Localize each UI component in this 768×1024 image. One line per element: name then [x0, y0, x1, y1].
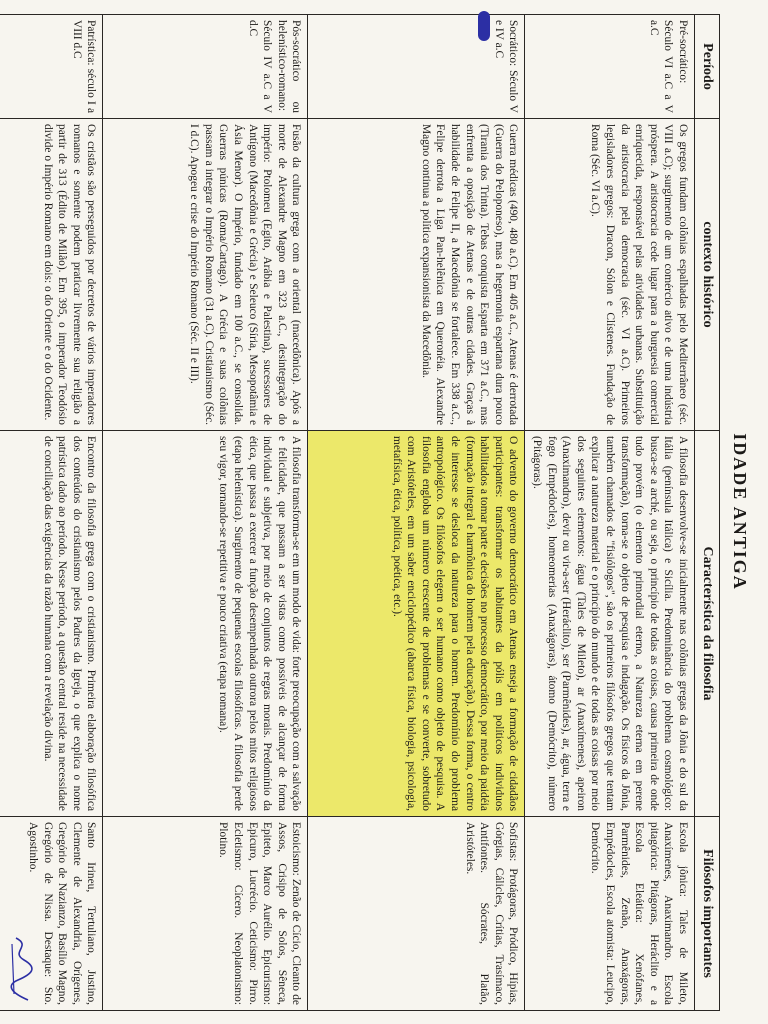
ink-mark [478, 11, 490, 41]
philosophy-cell: Encontro da filosofia grega com o cristianismo. Primeira elaboração filosófica dos conteúdos do cristianismo pelos Padres da Igreja, o que explica o nome patrística dado ao período. Nesse período, a questão central reside na necessidade de conciliação das exigências da razão humana com a revelação divina. [0, 431, 103, 817]
period-cell [308, 15, 525, 119]
header-period: Período [695, 15, 720, 119]
page-title: IDADE ANTIGA [730, 433, 750, 591]
philosophy-periods-table [0, 14, 720, 1011]
philosophy-cell: O advento do governo democrático em Atenas enseja a formação de cidadãos participantes: transformar os habitantes da pólis em políticos individuos habilitados a tomar parte e decisões no processo democrático, por meio da paidéia (formação integral e harmônica do homem pela educação). Dessa forma, o centro de interesse se desloca da natureza para o homem. Predomínio do problema antropológico. Os filósofos elegem o ser humano como objeto de pesquisa. A filosofia engloba um número crescente de problemas e se converte, sobretudo com Aristóteles, em um saber enciclopédico (abarca física, biologia, psicologia, metafísica, ética, política, poética, etc.). [308, 431, 525, 817]
period-cell: Pós-socrático ou helenístico-romano: Século IV a.C a V d.C [103, 15, 308, 119]
philosophy-cell: A filosofia transforma-se em um modo de vida: forte preocupação com a salvação e felicidade, que passam a ser vistas como possíveis de alcançar de forma individual e subjetiva, por meio de conjuntos de regras morais. Predomínio da ética, que passa a exercer a função desempenhada outrora pelos mitos religiosos (etapa helenística). Surgimento de pequenas escolas filosóficas. A filosofia perde seu vigor, tornando-se repetitiva e pouco criativa (etapa romana). [103, 431, 308, 817]
table-row [0, 15, 103, 1011]
table-row [103, 15, 308, 1011]
context-cell: Fusão da cultura grega com a oriental (macedônica). Após a morte de Alexandre Magno em 323 a.C., desintegração do império: Ptolomeu (Egito, Arábia e Palestina), sucessores de Antígono (Macedônia e Grécia) e Seleuco (Síria, Mesopotâmia e Ásia Menor). O Império, fundado em 100 a.C., se consolida. Guerras púnicas (Roma/Cartago). A Grécia e suas colônias passam a integrar o Império Romano (31 a.C). Cristianismo (Séc. I d.C). Apogeu e crise do Império Romano (Séc. II e III). [103, 119, 308, 431]
period-text: Socrático: Século V e IV a.C [492, 20, 520, 113]
table-row [308, 15, 525, 1011]
header-philosophers: Filósofos importantes [695, 817, 720, 1011]
context-cell: Guerra médicas (490, 480 a.C). Em 405 a.C., Atenas é derrotada (Guerra do Peloponeso), mas a hegemonia espartana dura pouco (Tirania dos Trinta). Tebas conquista Esparta em 371 a.C., mas enfrenta a oposição de Atenas e de outras cidades. Graças à habilidade de Felipe II, a Macedônia se fortalece. Em 338 a.C., Felipe derrota a Liga Pan-helênica em Queronéia. Alexandre Magno continua a política expansionista da Macedônia. [308, 119, 525, 431]
context-cell: Os gregos fundam colônias espalhadas pelo Mediterrâneo (séc. VIII a.C); surgimento de um comércio ativo e de uma indústria próspera. A aristocracia cede lugar para a burguesia comercial enriquecida, responsável pelas atividades urbanas. Substituição da aristocracia pela democracia (séc. VI a.C). Primeiros legisladores gregos: Dracon, Sólon e Clístenes. Fundação de Roma (Séc. VI a.C). [525, 119, 695, 431]
period-cell: Patrística: século I a VIII d.C [0, 15, 103, 119]
philosophers-cell: Santo Irineu, Tertuliano, Justino, Clemente de Alexandria, Orígenes, Gregório de Nazianzo, Basílio Magno, Gregório de Nissa. Destaque: Sto. Agostinho. [0, 817, 103, 1011]
header-philosophy: Característica da filosofia [695, 431, 720, 817]
table-header-row [695, 15, 720, 1011]
table-row [525, 15, 695, 1011]
philosophers-cell: Estoicismo: Zenão de Cício, Cleanto de Assos, Crisipo de Solos, Sêneca, Epiteto, Marco Aurélio. Epicurismo: Epicuro, Lucrécio. Ceticismo: Pirro. Ecletismo: Cícero. Neoplatonismo: Plotino. [103, 817, 308, 1011]
handwritten-signature [8, 934, 36, 1004]
philosophers-cell: Sofistas: Protágoras, Pródico, Hípias, Górgias, Cálicles, Crítias, Trasímaco, Antifontes. Sócrates, Platão, Aristóteles. [308, 817, 525, 1011]
philosophers-cell: Escola jônica: Tales de Mileto, Anaxímenes, Anaximandro. Escola pitagórica: Pitágoras, Heráclito e a Escola Eleática: Xenófanes, Parmênides, Zenão, Anaxágoras, Empédocles, Escola atomista: Leucipo, Demócrito. [525, 817, 695, 1011]
period-cell: Pré-socrático: Século VI a.C a V a.C [525, 15, 695, 119]
philosophy-cell: A filosofia desenvolve-se inicialmente nas colônias gregas da Jônia e do sul da Itália (península Itálica) e Sicília. Predominância do problema cosmológico: busca-se a arché, ou seja, o princípio de todas as coisas, causa primeira de onde tudo provém (o elemento primordial eterno, a Natureza eterna em perene transformação), torna-se o objeto de pesquisa e indagação. Os físicos da Jônia, também chamados de "fisiólogos", são os primeiros filósofos gregos que tentam explicar a natureza material e o princípio do mundo e de todas as coisas por meio dos seguintes elementos: água (Tales de Mileto), ar (Anaxímenes), apeiron (Anaximandro), devir ou vir-a-ser (Heráclito), ser (Parmênides), ar, água, terra e fogo (Empédocles), homeomerias (Anaxágoras), átomo (Demócrito), número (Pitágoras). [525, 431, 695, 817]
header-context: contexto histórico [695, 119, 720, 431]
context-cell: Os cristãos são perseguidos por decretos de vários imperadores romanos e somente podem praticar livremente sua religião a partir de 313 (Édito de Milão). Em 395, o imperador Teodósio divide o Império Romano em dois: o do Oriente e o do Ocidente. [0, 119, 103, 431]
